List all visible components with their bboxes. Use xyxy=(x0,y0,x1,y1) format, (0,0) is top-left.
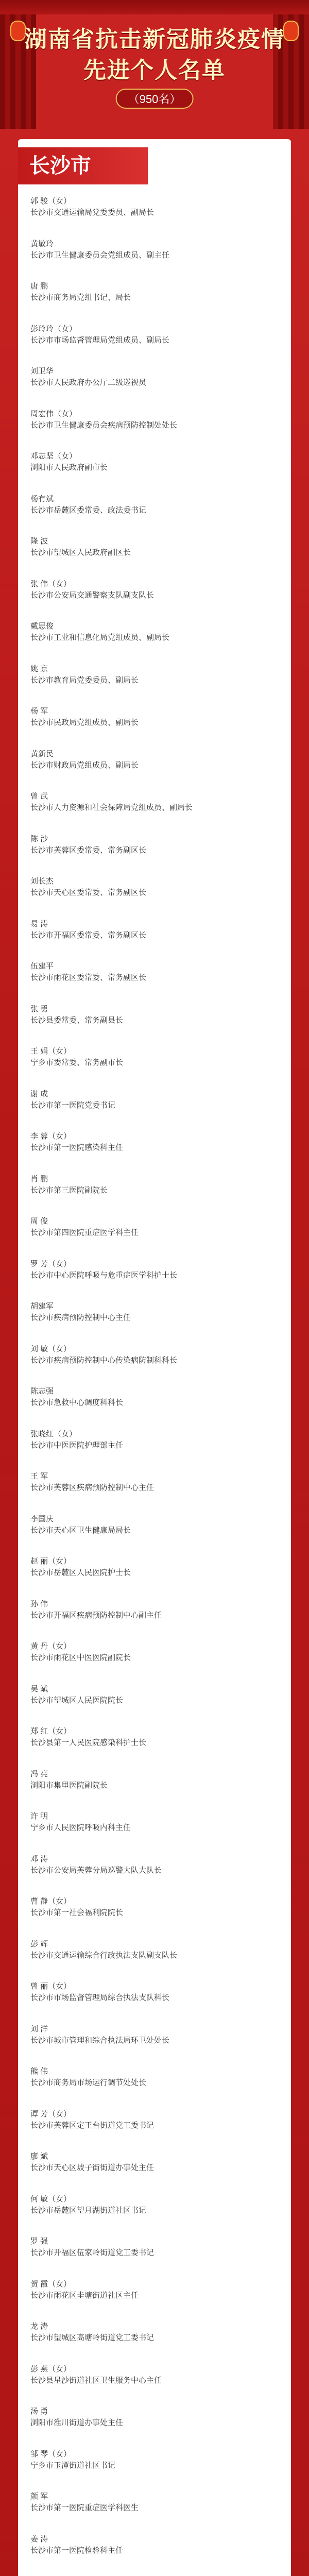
list-item xyxy=(30,492,279,534)
honoree-name: 刘长杰 xyxy=(30,877,54,886)
honoree-position: 长沙市开福区疾病预防控制中心副主任 xyxy=(30,1611,162,1620)
honoree-name: 黄 丹（女） xyxy=(30,1642,72,1651)
honoree-position: 长沙市望城区人民医院院长 xyxy=(30,1696,124,1705)
honoree-position: 长沙市财政局党组成员、副局长 xyxy=(30,760,139,770)
honoree-position: 长沙市卫生健康委员会党组成员、副主任 xyxy=(30,250,170,260)
honoree-position: 长沙市教育局党委委员、副局长 xyxy=(30,675,139,685)
honoree-name: 冯 亮 xyxy=(30,1769,48,1778)
list-item xyxy=(30,1894,279,1937)
honoree-position: 浏阳市淮川街道办事处主任 xyxy=(30,2418,124,2427)
honoree-position: 长沙市人民政府办公厅二级巡视员 xyxy=(30,378,147,387)
list-item xyxy=(30,2022,279,2064)
honoree-name: 周宏伟（女） xyxy=(30,409,77,418)
honoree-name: 唐 鹏 xyxy=(30,282,48,291)
list-item xyxy=(30,1172,279,1214)
honoree-position: 长沙市疾病预防控制中心传染病防制科科长 xyxy=(30,1355,178,1365)
page-title-line1: 湖南省抗击新冠肺炎疫情 xyxy=(24,27,285,52)
list-item xyxy=(30,2149,279,2192)
list-item xyxy=(30,1299,279,1342)
honoree-position: 长沙市疾病预防控制中心主任 xyxy=(30,1313,131,1322)
list-item xyxy=(30,832,279,874)
honoree-name: 罗 芳（女） xyxy=(30,1259,72,1268)
honoree-name: 刘 洋 xyxy=(30,2024,48,2033)
honoree-position: 长沙市第四医院重症医学科主任 xyxy=(30,1228,139,1237)
honoree-position: 长沙市天心区坡子街街道办事处主任 xyxy=(30,2163,154,2172)
honoree-position: 长沙市岳麓区人民医院护士长 xyxy=(30,1568,131,1577)
honoree-name: 何 敏（女） xyxy=(30,2194,72,2204)
honoree-name: 彭 辉 xyxy=(30,1939,48,1948)
honoree-position: 长沙市第一社会福利院院长 xyxy=(30,1908,124,1917)
list-item xyxy=(30,2234,279,2277)
honoree-name: 隆 波 xyxy=(30,537,48,546)
honoree-name: 伍建平 xyxy=(30,962,54,971)
honoree-name: 邓 涛 xyxy=(30,1854,48,1863)
city-section-heading: 长沙市 xyxy=(18,147,148,184)
honoree-name: 颜 军 xyxy=(30,2492,48,2501)
honoree-name: 彭玲玲（女） xyxy=(30,324,77,333)
honoree-position: 长沙市中医医院护理部主任 xyxy=(30,1440,124,1450)
honoree-position: 长沙市望城区人民政府副区长 xyxy=(30,548,131,557)
list-item xyxy=(30,1682,279,1724)
list-item xyxy=(30,194,279,236)
list-item xyxy=(30,747,279,789)
honoree-position: 宁乡市委常委、常务副市长 xyxy=(30,1058,124,1067)
honoree-position: 长沙市交通运输综合行政执法支队副支队长 xyxy=(30,1951,178,1960)
honoree-name: 王 娟（女） xyxy=(30,1047,72,1056)
honoree-position: 浏阳市集里医院副院长 xyxy=(30,1781,108,1790)
list-item xyxy=(30,1512,279,1554)
honoree-position: 长沙市天心区卫生健康局局长 xyxy=(30,1526,131,1535)
list-item xyxy=(30,1937,279,1979)
honoree-name: 吴 斌 xyxy=(30,1684,48,1693)
honoree-name: 李国庆 xyxy=(30,1514,54,1523)
honoree-position: 长沙市市场监督管理局综合执法支队科长 xyxy=(30,1993,170,2002)
honoree-position: 长沙市岳麓区望月湖街道社区书记 xyxy=(30,2206,147,2215)
list-item xyxy=(30,1002,279,1044)
honoree-position: 长沙市民政局党组成员、副局长 xyxy=(30,718,139,727)
honoree-position: 长沙市天心区委常委、常务副区长 xyxy=(30,888,147,897)
list-item xyxy=(30,1214,279,1257)
honoree-position: 宁乡市玉潭街道社区书记 xyxy=(30,2461,116,2470)
honoree-position: 长沙市第一医院重症医学科医生 xyxy=(30,2503,139,2512)
honoree-position: 长沙市中心医院呼吸与危重症医学科护士长 xyxy=(30,1270,178,1280)
list-item xyxy=(30,1087,279,1129)
honoree-name: 邹 琴（女） xyxy=(30,2449,72,2459)
honoree-name: 张晓红（女） xyxy=(30,1429,77,1438)
honoree-name: 熊 伟 xyxy=(30,2067,48,2076)
list-item xyxy=(30,789,279,832)
list-item xyxy=(30,2447,279,2489)
list-item xyxy=(30,2319,279,2362)
honoree-list-card xyxy=(18,139,291,2576)
honoree-name: 许 明 xyxy=(30,1812,48,1821)
honoree-position: 浏阳市人民政府副市长 xyxy=(30,463,108,472)
list-item xyxy=(30,2277,279,2319)
honoree-list xyxy=(18,184,291,2576)
honoree-name: 肖 鹏 xyxy=(30,1174,48,1183)
list-item xyxy=(30,1639,279,1682)
honoree-name: 曹 静（女） xyxy=(30,1897,72,1906)
honoree-position: 长沙市公安局芙蓉分局巡警大队大队长 xyxy=(30,1866,162,1875)
list-item xyxy=(30,1257,279,1299)
honoree-position: 长沙县星沙街道社区卫生服务中心主任 xyxy=(30,2376,162,2385)
honoree-position: 长沙市工业和信息化局党组成员、副局长 xyxy=(30,633,170,642)
honoree-position: 长沙市开福区委常委、常务副区长 xyxy=(30,930,147,940)
list-item xyxy=(30,1852,279,1894)
honoree-name: 李 蓉（女） xyxy=(30,1132,72,1141)
honoree-name: 周 俊 xyxy=(30,1217,48,1226)
list-item xyxy=(30,1979,279,2022)
honoree-name: 王 军 xyxy=(30,1472,48,1481)
header-banner xyxy=(0,0,309,129)
honoree-position: 长沙市雨花区委常委、常务副区长 xyxy=(30,973,147,982)
list-item xyxy=(30,619,279,662)
honoree-name: 姜 涛 xyxy=(30,2534,48,2544)
honoree-name: 胡建军 xyxy=(30,1302,54,1311)
honoree-name: 杨有斌 xyxy=(30,494,54,503)
honoree-name: 刘 敏（女） xyxy=(30,1344,72,1353)
honoree-position: 长沙市市场监督管理局党组成员、副局长 xyxy=(30,335,170,345)
honoree-position: 长沙县第一人民医院感染科护士长 xyxy=(30,1738,147,1747)
honoree-position: 长沙市第三医院副院长 xyxy=(30,1185,108,1195)
honoree-name: 谢 成 xyxy=(30,1089,48,1098)
honoree-name: 罗 强 xyxy=(30,2237,48,2246)
honoree-name: 杨 军 xyxy=(30,707,48,716)
honoree-name: 黄新民 xyxy=(30,749,54,758)
honoree-name: 廖 斌 xyxy=(30,2152,48,2161)
list-item xyxy=(30,1809,279,1852)
honoree-position: 长沙市第一医院检验科主任 xyxy=(30,2546,124,2555)
honoree-position: 长沙市雨花区圭塘街道社区主任 xyxy=(30,2291,139,2300)
list-item xyxy=(30,1342,279,1384)
honoree-name: 龙 涛 xyxy=(30,2322,48,2331)
list-item xyxy=(30,2532,279,2574)
list-item xyxy=(30,917,279,959)
list-item xyxy=(30,236,279,279)
list-item xyxy=(30,2064,279,2107)
honoree-name: 陈志强 xyxy=(30,1387,54,1396)
list-item xyxy=(30,279,279,321)
list-item xyxy=(30,959,279,1002)
honoree-position: 长沙市商务局党组书记、局长 xyxy=(30,293,131,302)
honoree-position: 长沙市岳麓区委常委、政法委书记 xyxy=(30,505,147,515)
honoree-name: 张 勇 xyxy=(30,1004,48,1013)
honoree-position: 长沙市急救中心调度科科长 xyxy=(30,1398,124,1407)
honoree-name: 郑 红（女） xyxy=(30,1727,72,1736)
honoree-name: 贺 霞（女） xyxy=(30,2279,72,2289)
list-item xyxy=(30,1724,279,1767)
list-item xyxy=(30,1597,279,1639)
list-item xyxy=(30,406,279,449)
honoree-name: 张 伟（女） xyxy=(30,579,72,588)
honoree-position: 长沙市开福区伍家岭街道党工委书记 xyxy=(30,2248,154,2257)
honoree-name: 曾 武 xyxy=(30,792,48,801)
honoree-name: 戴思俊 xyxy=(30,622,54,631)
list-item xyxy=(30,2107,279,2149)
list-item xyxy=(30,1469,279,1512)
honoree-position: 长沙市第一医院党委书记 xyxy=(30,1100,116,1110)
honoree-position: 长沙市望城区高塘岭街道党工委书记 xyxy=(30,2333,154,2342)
list-item xyxy=(30,874,279,917)
list-item xyxy=(30,1767,279,1809)
honoree-position: 长沙市商务局市场运行调节处处长 xyxy=(30,2078,147,2087)
list-item xyxy=(30,534,279,577)
list-item xyxy=(30,2574,279,2576)
list-item xyxy=(30,321,279,364)
honoree-position: 长沙市城市管理和综合执法局环卫处处长 xyxy=(30,2036,170,2045)
list-item xyxy=(30,364,279,406)
honoree-name: 汤 勇 xyxy=(30,2407,48,2416)
honoree-position: 长沙县委常委、常务副县长 xyxy=(30,1015,124,1025)
list-item xyxy=(30,1129,279,1172)
list-item xyxy=(30,2489,279,2532)
list-item xyxy=(30,1427,279,1469)
honoree-name: 郭 骏（女） xyxy=(30,197,72,206)
honoree-name: 谭 芳（女） xyxy=(30,2109,72,2119)
honoree-name: 姚 京 xyxy=(30,664,48,673)
list-item xyxy=(30,1554,279,1597)
list-item xyxy=(30,662,279,704)
honoree-name: 彭 燕（女） xyxy=(30,2364,72,2374)
honoree-name: 邓志坚（女） xyxy=(30,452,77,461)
curtain-valance xyxy=(0,0,309,14)
honoree-position: 长沙市人力资源和社会保障局党组成员、副局长 xyxy=(30,803,193,812)
honoree-position: 长沙市第一医院感染科主任 xyxy=(30,1143,124,1152)
honoree-position: 长沙市芙蓉区委常委、常务副区长 xyxy=(30,845,147,855)
list-item xyxy=(30,2404,279,2447)
honoree-name: 孙 伟 xyxy=(30,1599,48,1608)
list-item xyxy=(30,1384,279,1427)
honoree-position: 长沙市卫生健康委员会疾病预防控制处处长 xyxy=(30,420,178,430)
honoree-position: 宁乡市人民医院呼吸内科主任 xyxy=(30,1823,131,1832)
honoree-name: 赵 丽（女） xyxy=(30,1557,72,1566)
list-item xyxy=(30,449,279,492)
honoree-name: 黄敏玲 xyxy=(30,239,54,248)
list-item xyxy=(30,2192,279,2234)
honoree-position: 长沙市芙蓉区疾病预防控制中心主任 xyxy=(30,1483,154,1492)
honoree-position: 长沙市公安局交通警察支队副支队长 xyxy=(30,590,154,600)
honoree-position: 长沙市芙蓉区定王台街道党工委书记 xyxy=(30,2121,154,2130)
honoree-name: 陈 沙 xyxy=(30,834,48,843)
honoree-name: 刘卫华 xyxy=(30,367,54,376)
list-item xyxy=(30,577,279,619)
honoree-position: 长沙市雨花区中医医院副院长 xyxy=(30,1653,131,1662)
honoree-position: 长沙市交通运输局党委委员、副局长 xyxy=(30,208,154,217)
list-item xyxy=(30,704,279,747)
list-item xyxy=(30,2362,279,2404)
honoree-name: 曾 丽（女） xyxy=(30,1982,72,1991)
list-item xyxy=(30,1044,279,1087)
honoree-count-badge: （950名） xyxy=(116,89,194,109)
page-title-line2: 先进个人名单 xyxy=(83,58,226,83)
honoree-name: 易 涛 xyxy=(30,919,48,928)
